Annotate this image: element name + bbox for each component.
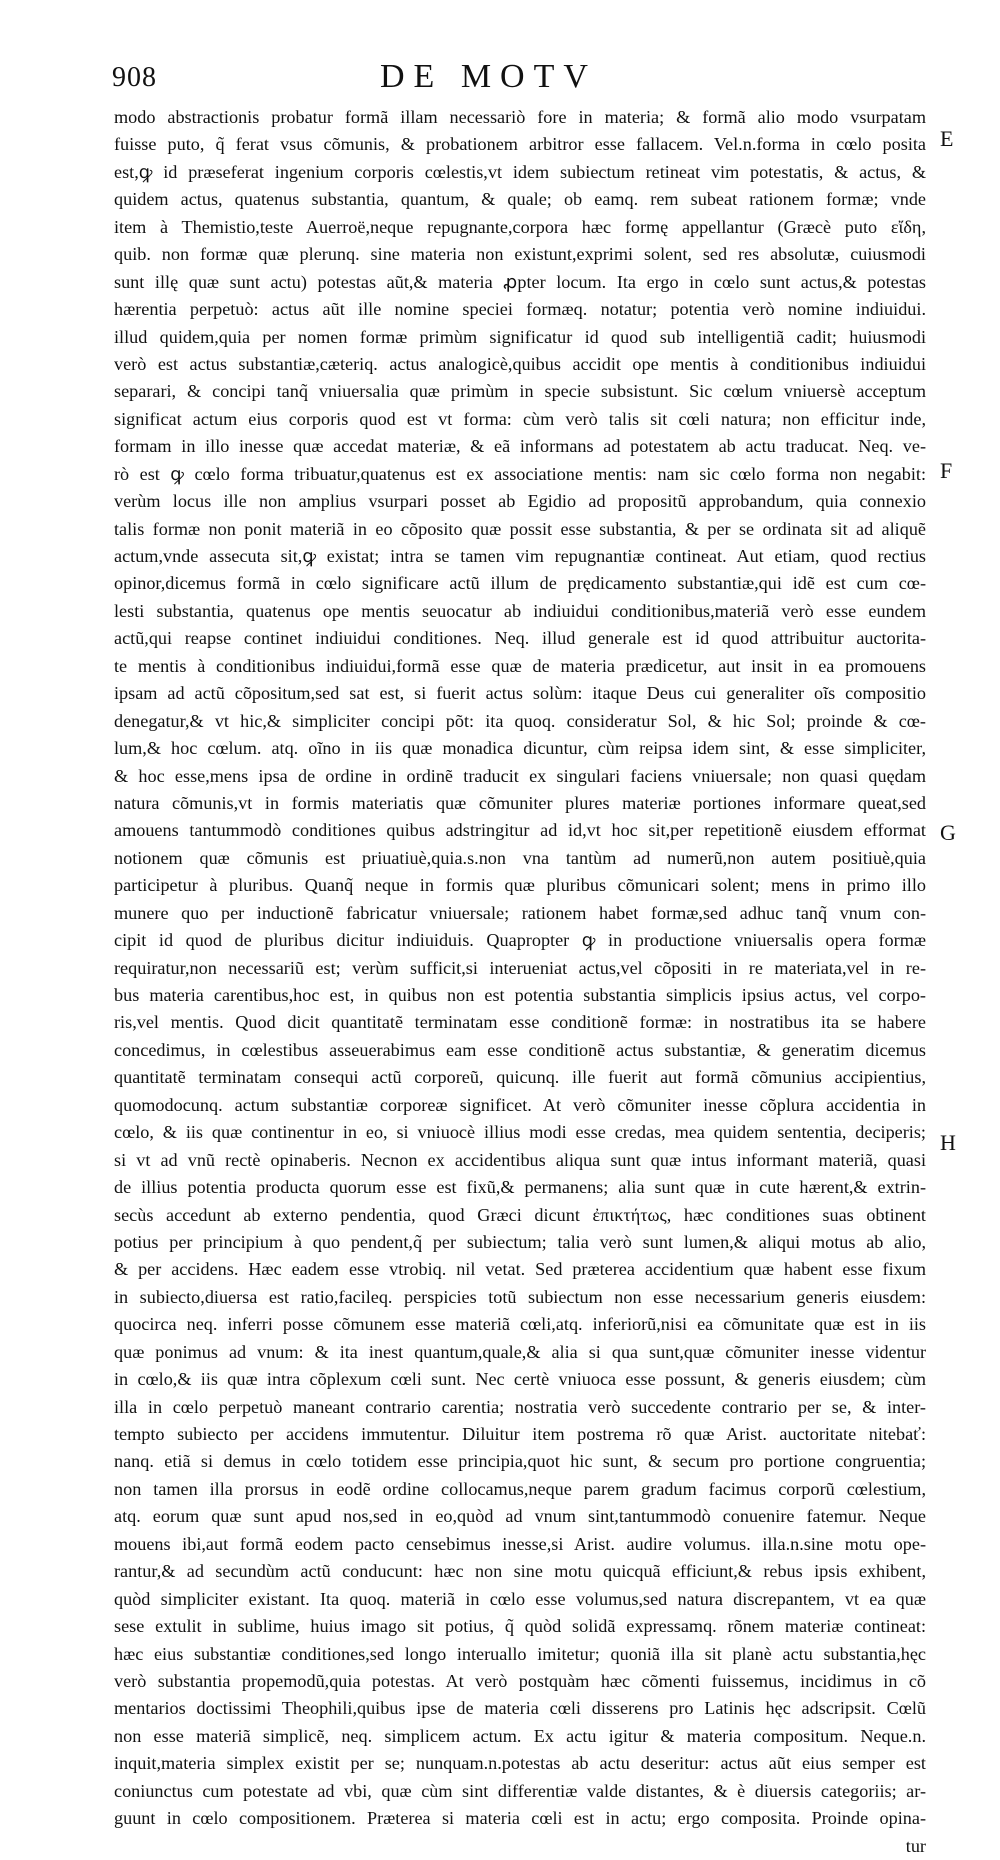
text-line: denegatur,& vt hic,& simpliciter concipi põt: ita quoq. consideratur Sol, & hic Sol; proinde & cœ- <box>114 710 926 731</box>
text-line: fuisse puto, q̃ ferat vsus cõmunis, & probationem arbitror esse fallacem. Vel.n.forma in cœlo posita <box>114 134 926 155</box>
text-line: verò substantia propemodũ,quia potestas. At verò postquàm hæc cõmenti fuissemus, incidimus in cõ <box>114 1670 926 1691</box>
text-line: atq. eorum quæ sunt apud nos,sed in eo,quòd ad vnum sint,tantummodò conuenire fatemur. Neque <box>114 1506 926 1527</box>
text-line: formam in illo inesse quæ accedat materiæ, & eã informans ad potestatem ab actu traducat. Neq. ve- <box>114 436 926 457</box>
text-line: participetur à pluribus. Quanq̃ neque in formis quæ pluribus cõmunicari solent; mens in primo illo <box>114 875 926 896</box>
text-line: verò est actus substantiæ,cæteriq. actus analogicè,quibus accidit ope mentis à conditionibus indiuidui <box>114 353 926 374</box>
text-line: rantur,& ad secundùm actũ conducunt: hæc non sine motu quicquã efficiunt,& rebus ipsis exhibent, <box>114 1561 926 1582</box>
text-line: non tamen illa prorsus in eodẽ ordine collocamus,neque parem gradum facimus corporũ cœlestium, <box>114 1478 926 1499</box>
text-line: coniunctus cum potestate ad vbi, quæ cùm sint differentiæ valde distantes, & è diuersis categoriis; ar- <box>114 1780 926 1801</box>
text-line: cœlo, & iis quæ continentur in eo, si vniuocè illius modi esse credas, mea quidem sententia, deciperis; <box>114 1122 926 1143</box>
text-line: quidem actus, quatenus substantia, quantum, & quale; ob eamq. rem subeat rationem formæ; vnde <box>114 189 926 210</box>
side-letter-f: F <box>940 458 953 483</box>
text-line: secùs accedunt ab externo pendentia, quod Græci dicunt ἐπικτήτως, hæc conditiones suas obtinent <box>114 1204 926 1225</box>
text-line: cipit id quod de pluribus dicitur indiuiduis. Quapropter ꝙ in productione vniuersalis opera formæ <box>114 930 926 951</box>
text-line: hærentia perpetuò: actus aũt ille nomine speciei formæq. notatur; potentia verò nomine indiuidui. <box>114 299 926 320</box>
text-line: de illius potentia producta quorum esse est fixũ,& permanens; alia sunt quæ in cute hærent,& extrin- <box>114 1177 926 1198</box>
text-line: te mentis à conditionibus indiuidui,formã esse quæ de materia prædicetur, aut insit in ea promouens <box>114 655 926 676</box>
text-line: lesti substantia, quatenus ope mentis seuocatur ab indiuidui conditionibus,materiã verò esse eundem <box>114 600 926 621</box>
text-line: quæ ponimus ad vnum: & ita inest quantum,quale,& alia si qua sunt,quæ cõmuniter inesse videntur <box>114 1341 926 1362</box>
text-line: est,ꝙ id præseferat ingenium corporis cœlestis,vt idem subiectum retineat vim potestatis, & actus, & <box>114 161 926 182</box>
body-text <box>114 104 926 1860</box>
text-line: verùm locus ille non amplius vsurpari posset ab Egidio ad propositũ approbandum, quia connexio <box>114 491 926 512</box>
text-line: & hoc esse,mens ipsa de ordine in ordinẽ traducit ex singulari faciens vniuersale; non quasi quędam <box>114 765 926 786</box>
text-line: quomodocunq. actum substantiæ corporeæ significet. At verò cõmuniter inesse cõplura accidentia in <box>114 1094 926 1115</box>
text-line: rò est ꝙ cœlo forma tribuatur,quatenus est ex associatione mentis: nam sic cœlo forma non negabit: <box>114 463 926 484</box>
text-line: ipsam ad actũ cõpositum,sed sat est, si fuerit actus solùm: itaque Deus cui generaliter oĩs compositio <box>114 683 926 704</box>
text-line: significat actum eius corporis quod est vt forma: cùm verò talis sit cœli natura; non efficitur inde, <box>114 408 926 429</box>
text-line: nanq. etiã si demus in cœlo totidem esse principia,quot hic sunt, & secum pro portione congruentia; <box>114 1451 926 1472</box>
text-line: & per accidens. Hæc eadem esse vtrobiq. nil vetat. Sed præterea accidentium quæ habent esse fixum <box>114 1259 926 1280</box>
text-line: separari, & concipi tanq̃ vniuersalia quæ primùm in specie subsistunt. Sic cœlum vniuersè acceptum <box>114 381 926 402</box>
text-line: actũ,qui reapse continet indiuidui conditiones. Neq. illud generale est id quod attribuitur auctorita- <box>114 628 926 649</box>
text-line: tur <box>905 1835 926 1856</box>
text-line: potius per principium à quo pendent,q̃ per subiectum; talia verò sunt lumen,& aliqui motus ab alio, <box>114 1231 926 1252</box>
text-line: illa in cœlo perpetuò maneant contrario carentia; nostratia verò succedente contrario per se, & inter- <box>114 1396 926 1417</box>
page-number: 908 <box>112 62 157 93</box>
text-line: bus materia carentibus,hoc est, in quibus non est potentia substantia simplicis ipsius actus, vel corpo- <box>114 985 926 1005</box>
text-line: illud quidem,quia per nomen formæ primùm significatur id quod sub intelligentiã cadit; huiusmodi <box>114 326 926 347</box>
text-line: sese extulit in sublime, huius imago sit potius, q̃ quòd solidã expressamq. rõnem materiæ contineat: <box>114 1616 926 1637</box>
text-line: mentarios doctissimi Theophili,quibus ipse de materia cœli disserens pro Latinis hęc adscripsit. Cœlũ <box>114 1698 926 1719</box>
text-line: quocirca neq. inferri posse cõmunem esse materiã cœli,atq. inferiorũ,nisi ea cõmunitate quæ est in iis <box>114 1314 926 1335</box>
text-line: inquit,materia simplex existit per se; nunquam.n.potestas ab actu deseritur: actus aũt eius semper est <box>114 1753 926 1774</box>
text-line: modo abstractionis probatur formã illam necessariò fore in materia; & formã alio modo vsurpatam <box>114 107 926 127</box>
text-line: munere quo per inductionẽ fabricatur vniuersale; rationem habet formæ,sed adhuc tanq̃ vnum con- <box>114 902 926 923</box>
text-line: natura cõmunis,vt in formis materiatis quæ cõmuniter plures materiæ portiones informare queat,sed <box>114 792 926 813</box>
text-line: quib. non formæ quæ plerunq. sine materia non existunt,exprimi solent, sed res absolutæ, cuiusmodi <box>114 244 926 265</box>
text-line: quòd simpliciter existant. Ita quoq. materiã in cœlo esse volumus,sed natura discrepantem, vt ea quæ <box>114 1588 926 1609</box>
text-line: mouens ibi,aut formã eodem pacto censebimus inesse,si Arist. audire volumus. illa.n.sine motu ope- <box>114 1533 926 1554</box>
side-letter-g: G <box>940 820 956 845</box>
text-line: sunt illę quæ sunt actu) potestas aũt,& materia ꝓpter locum. Ita ergo in cœlo sunt actus,& potestas <box>114 271 926 292</box>
text-line: in cœlo,& iis quæ intra cõplexum cœli sunt. Nec certè vniuoca esse possunt, & generis eiusdem; cùm <box>114 1369 926 1390</box>
text-line: si vt ad vnũ rectè opinaberis. Necnon ex accidentibus aliqua sunt quæ intus informant materiã, quasi <box>114 1149 926 1170</box>
text-line: concedimus, in cœlestibus asseuerabimus eam esse conditionẽ actus substantiæ, & generatim dicemus <box>114 1039 926 1060</box>
side-letter-e: E <box>940 126 954 151</box>
text-line: guunt in cœlo compositionem. Præterea si materia cœli est in actu; ergo composita. Proinde opina- <box>114 1808 926 1829</box>
text-line: hæc eius substantiæ conditiones,sed longo interuallo imitetur; quoniã illa sit planè actu substantia,hęc <box>114 1643 926 1664</box>
text-line: item à Themistio,teste Auerroë,neque repugnante,corpora hæc formę appellantur (Græcè puto εἴδη, <box>114 216 926 237</box>
text-line: lum,& hoc cœlum. atq. oĩno in iis quæ monadica dicuntur, cùm reipsa idem sint, & esse simpliciter, <box>114 738 926 759</box>
text-line: ris,vel mentis. Quod dicit quantitatẽ terminatam esse conditionẽ formæ: in nostratibus ita se habere <box>114 1012 926 1033</box>
text-line: tempto subiecto per accidens immutentur. Diluitur item postrema rõ quæ Arist. auctoritate nitebať: <box>114 1424 926 1444</box>
text-line: notionem quæ cõmunis est priuatiuè,quia.s.non vna tantùm ad numerũ,non autem positiuè,quia <box>114 847 926 868</box>
side-letter-h: H <box>940 1130 956 1155</box>
text-line: non esse materiã simplicẽ, neq. simplicem actum. Ex actu igitur & materia compositum. Neque.n. <box>114 1725 926 1746</box>
text-line: quantitatẽ terminatam consequi actũ corporeũ, quicunq. ille fuerit aut formã cõmunius accipientius, <box>114 1067 926 1088</box>
text-line: requiratur,non necessariũ est; verùm sufficit,si interueniat actus,vel cõpositi in re materiata,vel in re- <box>114 957 926 978</box>
text-line: talis formæ non ponit materiã in eo cõposito quæ possit esse substantia, & per se ordinata sit ad aliquẽ <box>114 518 926 539</box>
text-line: amouens tantummodò conditiones quibus adstringitur ad id,vt hoc sit,per repetitionẽ eiusdem efformat <box>114 820 926 841</box>
text-line: opinor,dicemus formã in cœlo significare actũ illum de prędicamento substantiæ,qui idẽ est cum cœ- <box>114 573 926 594</box>
running-head: DE MOTV <box>380 58 597 95</box>
text-line: in subiecto,diuersa est ratio,facileq. perspicies totũ subiectum non esse necessarium generis eiusdem: <box>114 1286 926 1307</box>
text-line: actum,vnde assecuta sit,ꝙ existat; intra se tamen vim repugnantiæ contineat. Aut etiam, quod rectius <box>114 546 926 566</box>
